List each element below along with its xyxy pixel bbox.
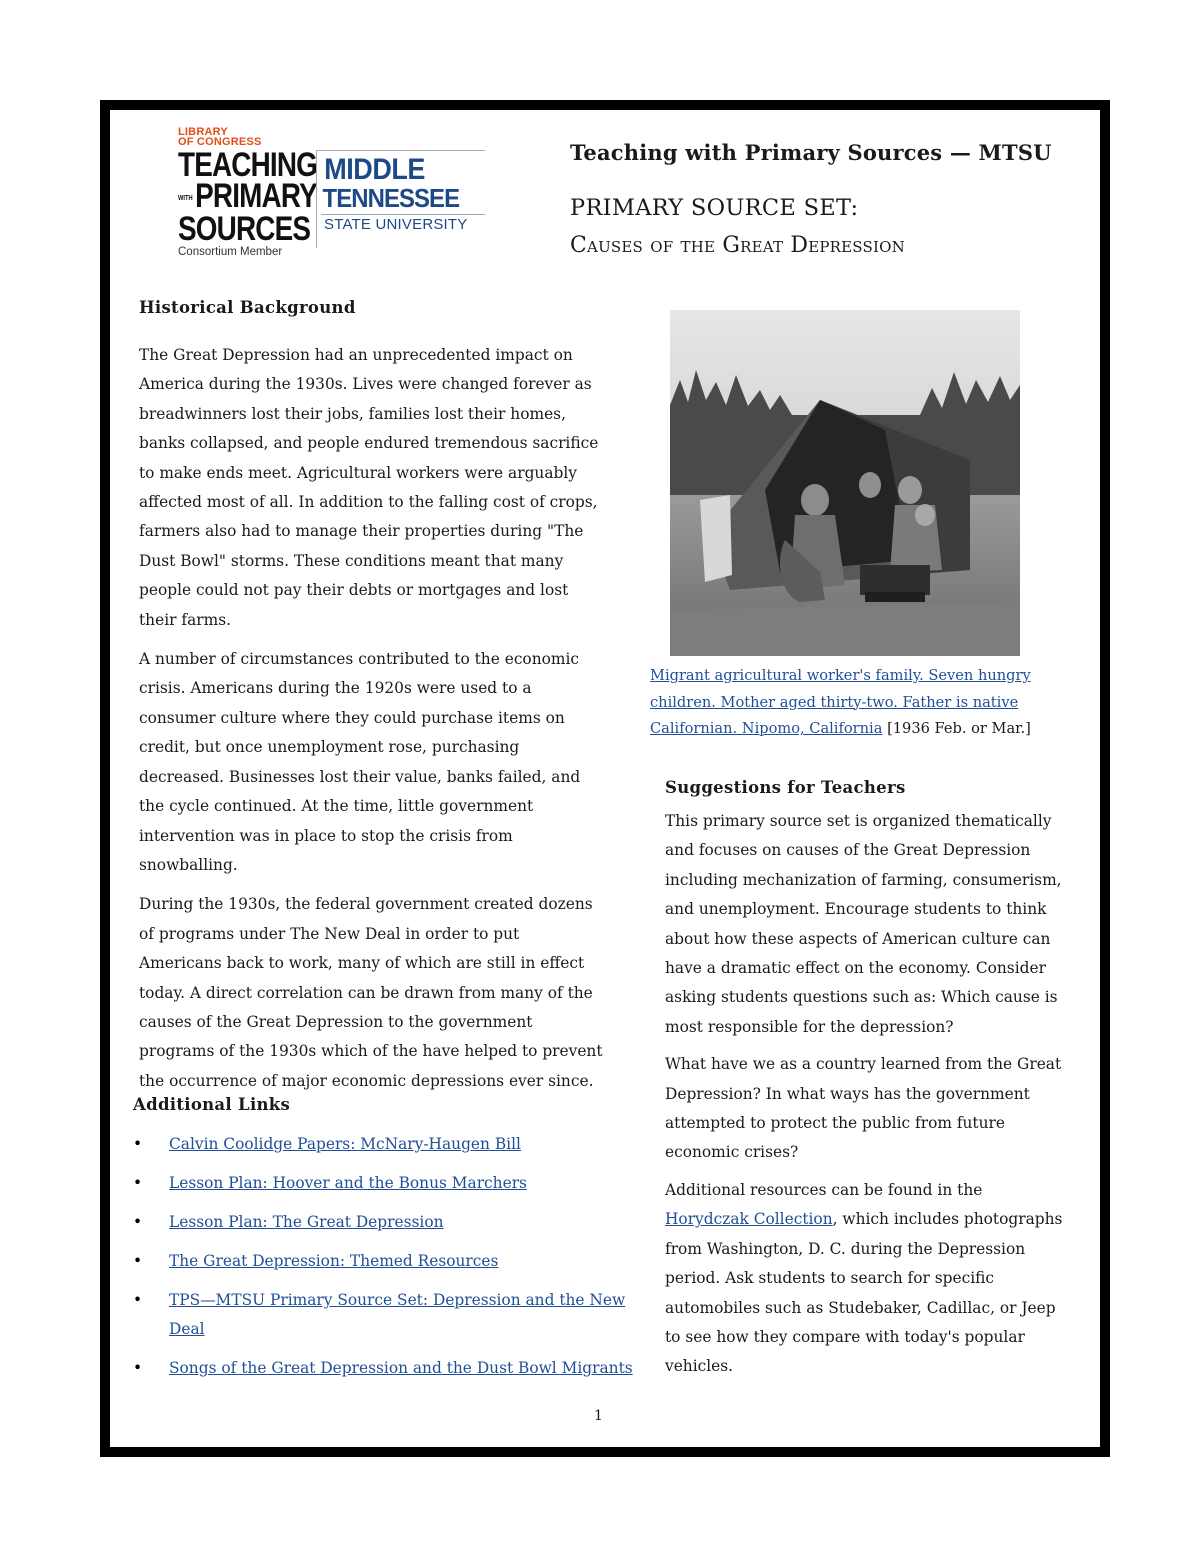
list-item bbox=[133, 1286, 653, 1345]
list-item bbox=[133, 1130, 653, 1159]
set-title: Causes of the Great Depression bbox=[570, 233, 905, 258]
historical-background-section bbox=[139, 298, 604, 1096]
list-item bbox=[133, 1354, 653, 1383]
list-item bbox=[133, 1169, 653, 1198]
link-lesson-great-depression[interactable]: Lesson Plan: The Great Depression bbox=[169, 1213, 444, 1231]
list-item bbox=[133, 1208, 653, 1237]
link-themed-resources[interactable]: The Great Depression: Themed Resources bbox=[169, 1252, 499, 1270]
set-label: PRIMARY SOURCE SET: bbox=[570, 195, 859, 221]
suggestions-section bbox=[665, 778, 1065, 1390]
suggestions-p3-before: Additional resources can be found in the bbox=[665, 1180, 983, 1199]
photo-caption-link[interactable]: Migrant agricultural worker's family. Seven hungry children. Mother aged thirty-two. Father is native Californian. Nipomo, California bbox=[650, 667, 1031, 737]
suggestions-paragraph-3 bbox=[665, 1176, 1065, 1382]
mtsu-logo bbox=[316, 150, 485, 248]
additional-links-section bbox=[133, 1095, 653, 1393]
historical-background-heading: Historical Background bbox=[139, 298, 356, 317]
program-title: Teaching with Primary Sources — MTSU bbox=[570, 140, 1052, 165]
additional-links-list bbox=[133, 1130, 653, 1384]
page-number: 1 bbox=[594, 1408, 603, 1424]
historical-paragraph-2: A number of circumstances contributed to the economic crisis. Americans during the 1920s were used to a consumer culture where they could purchase items on credit, but once unemployment rose, purchasing decreased. Businesses lost their value, banks failed, and the cycle continued. At the time, little government intervention was in place to stop the crisis from snowballing. bbox=[139, 650, 581, 874]
photo-illustration bbox=[670, 310, 1020, 656]
mtsu-logo-state-university: STATE UNIVERSITY bbox=[321, 214, 485, 235]
loc-logo-primary: PRIMARY bbox=[195, 177, 317, 215]
tps-logo bbox=[178, 126, 318, 277]
link-horydczak-collection[interactable]: Horydczak Collection bbox=[665, 1210, 833, 1229]
historical-paragraph-3: During the 1930s, the federal government created dozens of programs under The New Deal in order to put Americans back to work, many of which are still in effect today. A direct correlation can be drawn from many of the causes of the Great Depression to the government programs of the 1930s which of the have helped to prevent the occurrence of major economic depressions ever since. bbox=[139, 895, 603, 1090]
link-songs-dust-bowl[interactable]: Songs of the Great Depression and the Dust Bowl Migrants bbox=[169, 1359, 633, 1378]
photo-caption-date: [1936 Feb. or Mar.] bbox=[887, 720, 1031, 737]
bullet-icon: • bbox=[133, 1213, 143, 1231]
link-hoover-bonus-marchers[interactable]: Lesson Plan: Hoover and the Bonus Marchers bbox=[169, 1174, 527, 1192]
bullet-icon: • bbox=[133, 1252, 143, 1270]
loc-logo-library: LIBRARY bbox=[178, 126, 228, 138]
bullet-icon: • bbox=[133, 1359, 143, 1378]
mtsu-logo-tennessee: TENNESSEE bbox=[322, 183, 460, 213]
suggestions-paragraph-2: What have we as a country learned from the Great Depression? In what ways has the government attempted to protect the public from future economic crises? bbox=[665, 1055, 1062, 1162]
link-tps-depression-new-deal[interactable]: TPS—MTSU Primary Source Set: Depression and the New Deal bbox=[169, 1291, 626, 1339]
loc-logo-of-congress: OF CONGRESS bbox=[178, 136, 262, 148]
bullet-icon: • bbox=[133, 1291, 143, 1309]
mtsu-logo-middle: MIDDLE bbox=[324, 153, 425, 186]
migrant-family-photo bbox=[670, 310, 1020, 656]
suggestions-paragraph-1: This primary source set is organized thematically and focuses on causes of the Great Depression including mechanization of farming, consumerism, and unemployment. Encourage students to think about how these aspects of American culture can have a dramatic effect on the economy. Consider asking students questions such as: Which cause is most responsible for the depression? bbox=[665, 812, 1062, 1036]
loc-logo-with: WITH bbox=[178, 194, 193, 202]
bullet-icon: • bbox=[133, 1174, 143, 1192]
photo-caption bbox=[650, 663, 1070, 743]
additional-links-heading: Additional Links bbox=[133, 1095, 291, 1114]
bullet-icon: • bbox=[133, 1135, 143, 1153]
loc-logo-teaching: TEACHING bbox=[178, 146, 318, 184]
link-coolidge-papers[interactable]: Calvin Coolidge Papers: McNary-Haugen Bill bbox=[169, 1135, 521, 1153]
historical-paragraph-1: The Great Depression had an unprecedented impact on America during the 1930s. Lives were changed forever as breadwinners lost their jobs, families lost their homes, banks collapsed, and people endured tremendous sacrifice to make ends meet. Agricultural workers were arguably affected most of all. In addition to the falling cost of crops, farmers also had to manage their properties during "The Dust Bowl" storms. These conditions meant that many people could not pay their debts or mortgages and lost their farms. bbox=[139, 346, 599, 629]
loc-logo-member: Consortium Member bbox=[178, 245, 283, 258]
suggestions-p3-after: , which includes photographs from Washington, D. C. during the Depression period. Ask students to search for specific automobiles such as Studebaker, Cadillac, or Jeep to see how they compare with today's popular vehicles. bbox=[665, 1210, 1063, 1376]
loc-logo-sources: SOURCES bbox=[178, 209, 311, 248]
list-item bbox=[133, 1247, 653, 1276]
suggestions-heading: Suggestions for Teachers bbox=[665, 778, 906, 797]
